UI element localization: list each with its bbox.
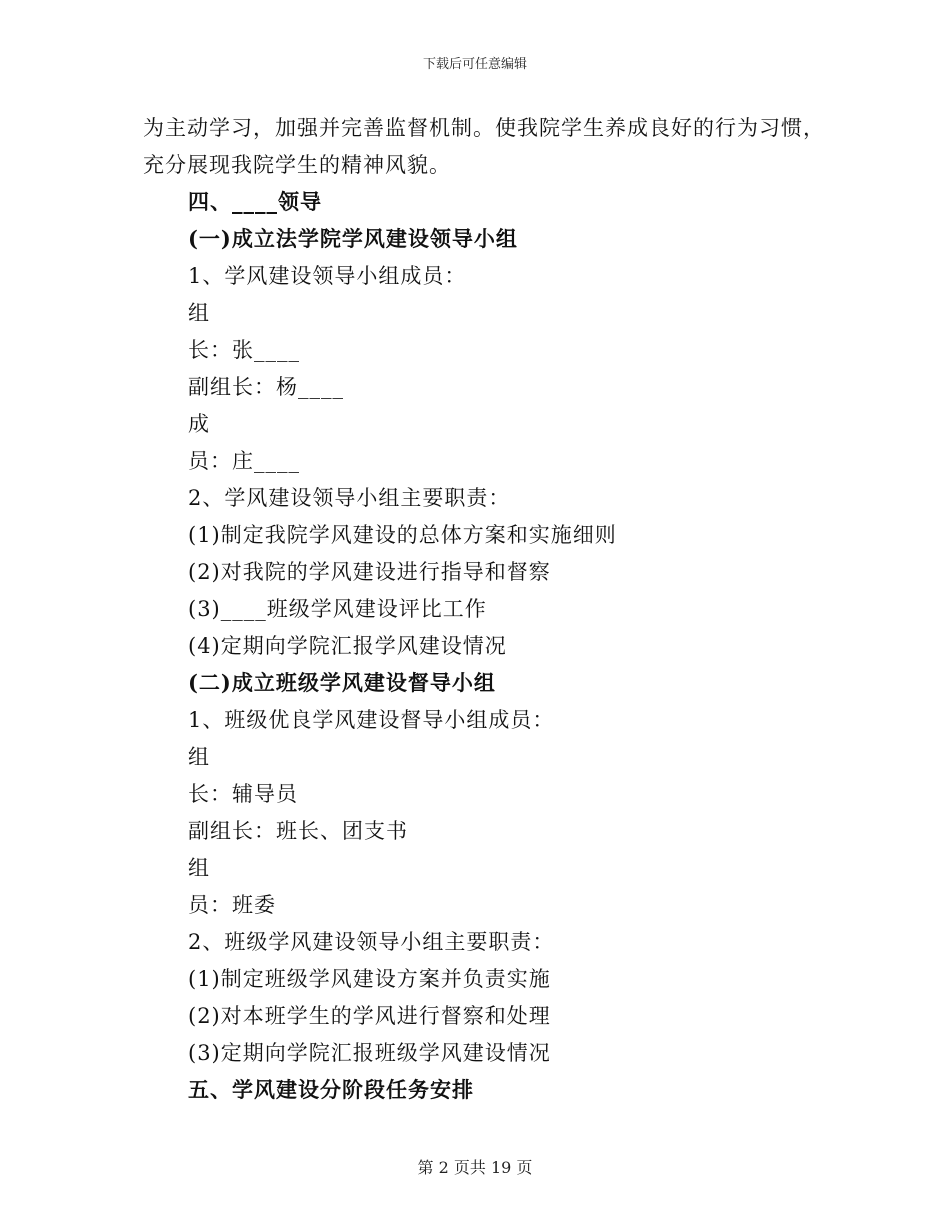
- paragraph-line: 充分展现我院学生的精神风貌。: [143, 153, 451, 177]
- list-item: (4)定期向学院汇报学风建设情况: [188, 634, 507, 658]
- list-item: (2)对本班学生的学风进行督察和处理: [188, 1004, 551, 1028]
- page-number: 第 2 页共 19 页: [417, 1158, 533, 1177]
- subsection-heading: (一)成立法学院学风建设领导小组: [188, 226, 518, 251]
- list-item: 组: [188, 856, 210, 880]
- section-heading: 四、____领导: [188, 189, 322, 214]
- list-item: 长：张____: [188, 338, 300, 362]
- list-item: 员：班委: [188, 893, 276, 917]
- list-item: (2)对我院的学风建设进行指导和督察: [188, 560, 551, 584]
- paragraph-line: 为主动学习，加强并完善监督机制。使我院学生养成良好的行为习惯，: [143, 116, 825, 140]
- list-heading: 1、班级优良学风建设督导小组成员：: [188, 708, 555, 732]
- list-item: (3)____班级学风建设评比工作: [188, 597, 487, 621]
- list-item: 组: [188, 745, 210, 769]
- list-item: 员：庄____: [188, 449, 300, 473]
- list-heading: 2、班级学风建设领导小组主要职责：: [188, 930, 555, 954]
- list-item: 副组长：杨____: [188, 375, 344, 399]
- list-item: 成: [188, 412, 210, 436]
- section-heading: 五、学风建设分阶段任务安排: [188, 1077, 474, 1102]
- list-item: 组: [188, 301, 210, 325]
- list-item: (1)制定我院学风建设的总体方案和实施细则: [188, 523, 617, 547]
- list-item: (1)制定班级学风建设方案并负责实施: [188, 967, 551, 991]
- page-header: 下载后可任意编辑: [422, 57, 527, 72]
- list-heading: 2、学风建设领导小组主要职责：: [188, 486, 511, 510]
- list-item: 副组长：班长、团支书: [188, 819, 408, 843]
- subsection-heading: (二)成立班级学风建设督导小组: [188, 670, 496, 695]
- list-heading: 1、学风建设领导小组成员：: [188, 264, 467, 288]
- list-item: 长：辅导员: [188, 782, 298, 806]
- list-item: (3)定期向学院汇报班级学风建设情况: [188, 1041, 551, 1065]
